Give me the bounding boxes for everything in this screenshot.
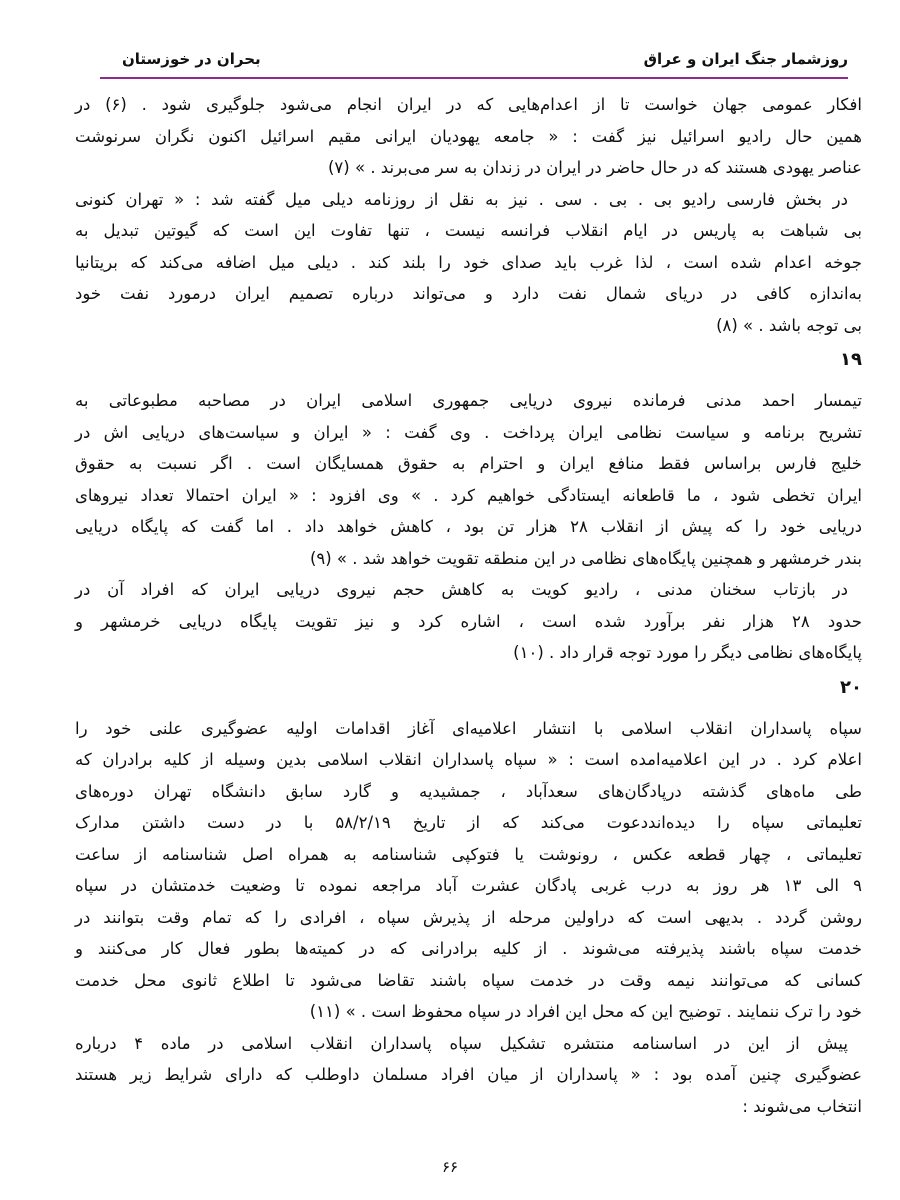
text-line: تشریح برنامه و سیاست نظامی ایران پرداخت . وی گفت : « ایران و سیاست‌های دریایی اش در — [75, 422, 862, 442]
date-heading: ۱۹ — [840, 349, 862, 370]
paragraph — [75, 1028, 862, 1123]
text-line: عضوگیری چنین آمده بود : « پاسداران از میان افراد مسلمان داوطلب که دارای شرایط زیر هستند — [75, 1065, 862, 1084]
book-title: روزشمار جنگ ایران و عراق — [643, 50, 848, 68]
text-line: تعلیماتی سپاه را دیده‌انددعوت می‌کند که از تاریخ ۵۸/۲/۱۹ با در دست داشتن مدارک — [75, 813, 862, 832]
text-line: پیش از این در اساسنامه منتشره تشکیل سپاه پاسداران انقلاب اسلامی در ماده ۴ درباره — [75, 1033, 848, 1053]
text-line: ایران تخطی شود ، ما قاطعانه ایستادگی خواهیم کرد . » وی افزود : « ایران احتمالا تعداد نیروهای — [75, 485, 862, 505]
text-line: در بخش فارسی رادیو بی . بی . سی . نیز به نقل از روزنامه دیلی میل گفته شد : « تهران کنونی — [75, 189, 848, 209]
text-line: به‌اندازه کافی در دریای شمال نفت دارد و می‌تواند درباره تصمیم ایران درمورد نفت خود — [75, 284, 862, 303]
text-line: تعلیماتی ، چهار قطعه عکس ، رونوشت یا فتوکپی شناسنامه به همراه اصل شناسنامه از ساعت — [75, 844, 862, 864]
text-line: ۹ الی ۱۳ هر روز به درب غربی پادگان عشرت آباد مراجعه نموده تا وضعیت خدمتشان در سپاه — [75, 876, 862, 895]
text-line: افکار عمومی جهان خواست تا از اعدام‌هایی که در ایران انجام می‌شود جلوگیری شود . (۶) در — [75, 95, 862, 114]
date-heading: ۲۰ — [840, 676, 862, 698]
text-line: در بازتاب سخنان مدنی ، رادیو کویت به کاهش حجم نیروی دریایی ایران که افراد آن در — [75, 580, 848, 599]
text-line: سپاه پاسداران انقلاب اسلامی با انتشار اعلامیه‌ای آغاز اقدامات اولیه عضوگیری علنی خود را — [75, 718, 862, 738]
text-line: بی توجه باشد . » (۸) — [716, 315, 862, 335]
paragraph — [75, 574, 862, 669]
text-line: روشن گردد . بدیهی است که دراولین مرحله از پذیرش سپاه ، افرادی را که تمام وقت بتوانند در — [75, 907, 862, 927]
text-line: بی شباهت به پاریس در ایام انقلاب فرانسه نیست ، تنها تفاوت این است که گیوتین تبدیل به — [75, 221, 862, 240]
text-line: پایگاه‌های نظامی دیگر را مورد توجه قرار داد . (۱۰) — [513, 643, 862, 662]
text-line: حدود ۲۸ هزار نفر برآورد شده است ، اشاره کرد و نیز تقویت پایگاه دریایی خرمشهر و — [75, 611, 863, 631]
text-line: خدمت سپاه باشند پذیرفته می‌شوند . از کلیه برادرانی که در کمیته‌ها بطور فعال کار می‌کنند و — [75, 939, 862, 958]
paragraph — [75, 713, 862, 1028]
chapter-title: بحران در خوزستان — [122, 50, 261, 68]
text-line: جوخه اعدام شده است ، لذا غرب باید صدای خود را بلند کند . دیلی میل اضافه می‌کند که بریتانیا — [75, 252, 862, 272]
text-line: انتخاب می‌شوند : — [742, 1096, 862, 1116]
running-header — [100, 44, 848, 78]
paragraph — [75, 184, 862, 342]
text-line: خلیج فارس براساس فقط منافع ایران و احترام به حقوق همسایگان است . اگر نسبت به حقوق — [75, 454, 862, 473]
text-line: بندر خرمشهر و همچنین پایگاه‌های نظامی در این منطقه تقویت خواهد شد . » (۹) — [309, 548, 862, 568]
text-line: عناصر یهودی هستند که در حال حاضر در ایران در زندان به سر می‌برند . » (۷) — [327, 158, 862, 177]
paragraph — [75, 89, 862, 184]
header-divider — [100, 77, 848, 79]
text-line: دریایی خود را که پیش از انقلاب ۲۸ هزار تن بود ، کاهش خواهد داد . اما گفت که پایگاه دریایی — [75, 517, 862, 536]
page-body — [75, 89, 862, 1122]
text-line: کسانی که می‌توانند نیمه وقت در خدمت سپاه باشند تقاضا می‌شود تا اطلاع ثانوی محل خدمت — [75, 970, 862, 990]
text-line: تیمسار احمد مدنی فرمانده نیروی دریایی جمهوری اسلامی ایران در مصاحبه مطبوعاتی به — [75, 391, 862, 410]
page-number: ۶۶ — [441, 1158, 459, 1176]
text-line: طی ماه‌های گذشته درپادگان‌های سعدآباد ، جمشیدیه و گارد سابق دانشگاه تهران دوره‌های — [75, 781, 862, 801]
text-line: اعلام کرد . در این اعلامیه‌امده است : « سپاه پاسداران انقلاب اسلامی بدین وسیله از کلیه برادران که — [75, 750, 862, 769]
text-line: همین حال رادیو اسرائیل نیز گفت : « جامعه یهودیان ایرانی مقیم اسرائیل اکنون نگران سرنوشت — [75, 126, 862, 146]
text-line: خود را ترک ننمایند . توضیح این که محل این افراد در سپاه محفوظ است . » (۱۱) — [309, 1002, 862, 1021]
paragraph — [75, 385, 862, 574]
